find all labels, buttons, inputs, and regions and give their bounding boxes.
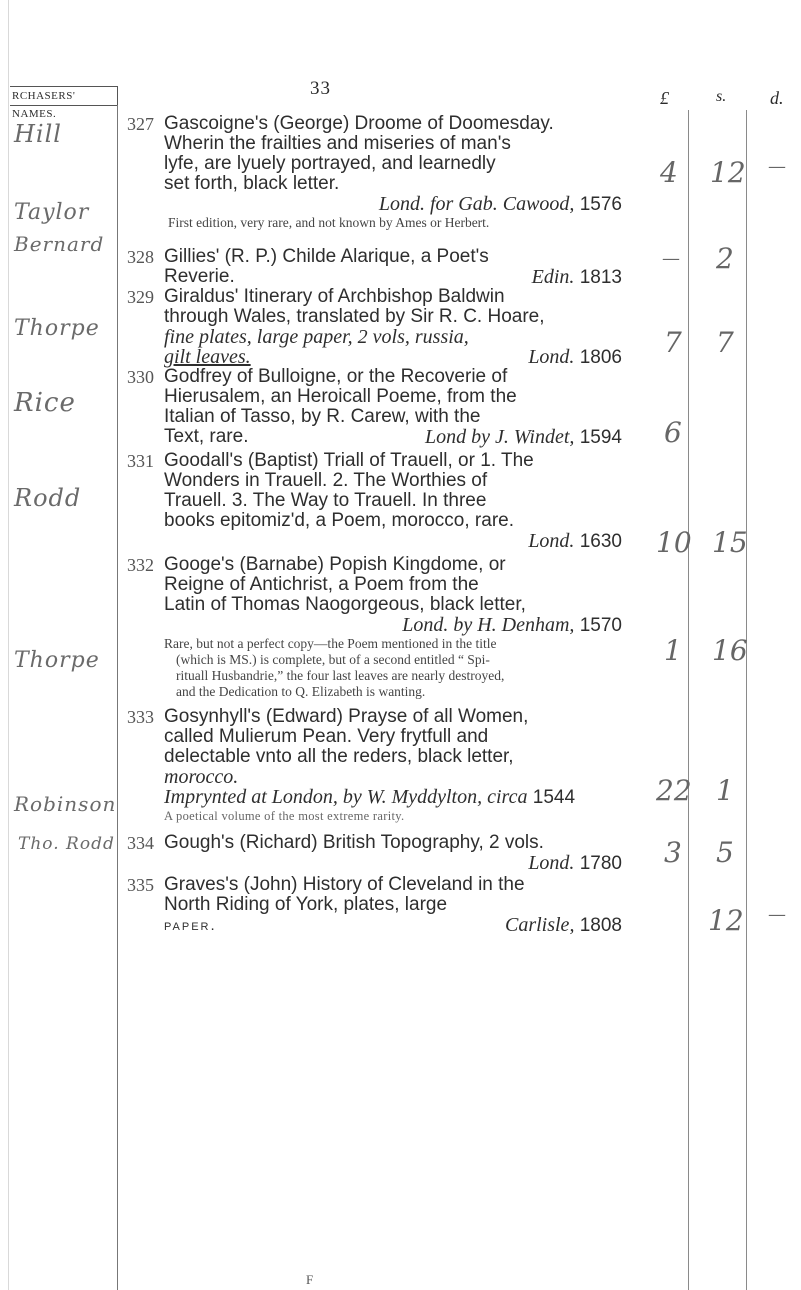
entry-line: North Riding of York, plates, large	[164, 894, 448, 915]
purchaser-name: Robinson	[14, 792, 117, 816]
shillings-column-rule	[746, 110, 747, 1290]
purchaser-name: Rice	[14, 388, 76, 418]
purchaser-name: Rodd	[14, 484, 82, 512]
lot-number: 332	[127, 555, 154, 575]
purchaser-name: Taylor	[14, 200, 90, 225]
price-pounds: 1	[664, 634, 682, 667]
imprint-line	[164, 853, 626, 874]
entry-line: Goodall's (Baptist) Triall of Trauell, or 1. The	[164, 450, 534, 471]
page-number: 33	[310, 78, 331, 99]
entry-line: Gosynhyll's (Edward) Prayse of all Women,	[164, 706, 529, 727]
lot-number: 327	[127, 114, 154, 134]
entry-line: Godfrey of Bulloigne, or the Recoverie of	[164, 366, 508, 387]
catalogue-entry	[128, 833, 626, 875]
entry-line: Trauell. 3. The Way to Trauell. In three	[164, 490, 487, 511]
imprint-line	[164, 267, 626, 287]
pounds-column-rule	[688, 110, 689, 1290]
purchaser-name: Thorpe	[14, 316, 100, 341]
imprint-place: Lond. by H. Denham,	[402, 614, 575, 636]
purchaser-name: Bernard	[14, 232, 105, 256]
lot-number: 328	[127, 247, 154, 267]
price-pence: —	[768, 904, 786, 925]
catalogue-entry	[128, 114, 626, 248]
imprint-place: Lond.	[528, 346, 575, 368]
page-edge	[8, 0, 9, 1290]
entry-last-line: paper.	[164, 917, 217, 934]
price-pounds: 7	[664, 326, 682, 359]
catalogue-entry	[128, 451, 626, 555]
price-pounds: —	[662, 248, 680, 269]
imprint-line	[164, 615, 626, 636]
purchaser-name: Thorpe	[14, 648, 100, 673]
entry-line: Hierusalem, an Heroicall Poeme, from the	[164, 386, 517, 407]
entry-line: Wherin the frailties and miseries of man's	[164, 133, 511, 154]
purchasers-header: RCHASERS' NAMES.	[10, 86, 118, 106]
imprint-year: 1630	[579, 531, 622, 552]
entry-line: Italian of Tasso, by R. Carew, with the	[164, 406, 481, 427]
imprint-year: 1813	[579, 267, 622, 288]
imprint-place: Imprynted at London, by W. Myddylton, circa	[164, 786, 528, 808]
entry-note: Rare, but not a perfect copy—the Poem mentioned in the title	[164, 636, 497, 651]
entry-note: rituall Husbandrie,” the four last leaves are nearly destroyed,	[176, 668, 505, 683]
price-shillings: 16	[712, 634, 748, 667]
imprint-line	[164, 787, 626, 808]
price-pounds: 22	[656, 774, 692, 807]
entry-last-line: Text, rare.	[164, 426, 249, 447]
entry-line: Latin of Thomas Naogorgeous, black letter,	[164, 594, 526, 615]
entry-last-line: gilt leaves.	[164, 346, 251, 368]
lot-number: 335	[127, 875, 154, 895]
entry-line: fine plates, large paper, 2 vols, russia,	[164, 326, 469, 348]
entry-line: books epitomiz'd, a Poem, morocco, rare.	[164, 510, 514, 531]
price-shillings: 7	[716, 326, 734, 359]
imprint-year: 1544	[532, 787, 576, 808]
price-pounds: 10	[656, 526, 692, 559]
price-pounds: 3	[664, 836, 682, 869]
entry-line: Graves's (John) History of Cleveland in the	[164, 874, 525, 895]
entry-line: Reigne of Antichrist, a Poem from the	[164, 574, 479, 595]
price-shillings: 12	[708, 904, 744, 937]
imprint-place: Carlisle,	[504, 914, 575, 936]
pence-header: d.	[770, 88, 784, 108]
price-shillings: 1	[716, 774, 734, 807]
entry-last-line: Reverie.	[164, 266, 235, 287]
entry-line: Googe's (Barnabe) Popish Kingdome, or	[164, 554, 506, 575]
imprint-year: 1570	[579, 615, 622, 636]
lot-number: 330	[127, 367, 154, 387]
catalogue-entry	[128, 367, 626, 451]
imprint-place: Lond.	[528, 530, 575, 552]
purchasers-column-rule	[117, 105, 118, 1290]
imprint-year: 1808	[579, 915, 622, 936]
entry-line: Gough's (Richard) British Topography, 2 vols.	[164, 832, 544, 853]
price-shillings: 2	[716, 242, 734, 275]
purchaser-name: Tho. Rodd	[18, 834, 115, 854]
catalogue-entry	[128, 875, 626, 939]
price-shillings: 5	[716, 836, 734, 869]
imprint-line	[164, 194, 626, 215]
entry-note: First edition, very rare, and not known by Ames or Herbert.	[168, 215, 490, 230]
entry-line: lyfe, are lyuely portrayed, and learnedly	[164, 153, 496, 174]
catalogue-entry	[128, 555, 626, 707]
imprint-place: Edin.	[531, 266, 575, 288]
shillings-header: s.	[716, 88, 727, 105]
price-pounds: 4	[660, 156, 678, 189]
catalogue-entry	[128, 287, 626, 369]
imprint-year: 1806	[579, 347, 622, 368]
imprint-place: Lond by J. Windet,	[425, 426, 575, 448]
price-shillings: 12	[710, 156, 746, 189]
entry-note: A poetical volume of the most extreme rarity.	[164, 809, 405, 823]
entry-line: delectable vnto all the reders, black letter,	[164, 746, 514, 767]
entry-line: set forth, black letter.	[164, 173, 340, 194]
price-shillings: 15	[712, 526, 748, 559]
entry-line: morocco.	[164, 766, 239, 788]
imprint-place: Lond.	[528, 852, 575, 874]
lot-number: 331	[127, 451, 154, 471]
price-pence: —	[768, 156, 786, 177]
imprint-year: 1780	[579, 853, 622, 874]
signature-mark: F	[306, 1272, 314, 1287]
imprint-line	[164, 915, 626, 936]
imprint-place: Lond. for Gab. Cawood,	[378, 193, 575, 215]
entry-line: Wonders in Trauell. 2. The Worthies of	[164, 470, 488, 491]
catalogue-entry	[128, 707, 626, 833]
entry-line: Gillies' (R. P.) Childe Alarique, a Poet's	[164, 246, 489, 267]
entry-line: Giraldus' Itinerary of Archbishop Baldwin	[164, 286, 505, 307]
entry-line: through Wales, translated by Sir R. C. Hoare,	[164, 306, 545, 327]
imprint-line	[164, 427, 626, 447]
imprint-year: 1576	[579, 194, 622, 215]
entry-line: called Mulierum Pean. Very frytfull and	[164, 726, 489, 747]
price-pounds: 6	[664, 416, 682, 449]
lot-number: 329	[127, 287, 154, 307]
imprint-line	[164, 531, 626, 552]
imprint-year: 1594	[579, 427, 622, 448]
pounds-header: £	[660, 88, 669, 108]
entry-line: Gascoigne's (George) Droome of Doomesday.	[164, 113, 554, 134]
purchaser-name: Hill	[14, 120, 62, 148]
catalogue-entries	[128, 114, 626, 1290]
lot-number: 334	[127, 833, 154, 853]
imprint-line	[164, 347, 626, 368]
entry-note: (which is MS.) is complete, but of a second entitled “ Spi-	[176, 652, 490, 667]
entry-note: and the Dedication to Q. Elizabeth is wanting.	[176, 684, 426, 699]
lot-number: 333	[127, 707, 154, 727]
catalogue-entry	[128, 247, 626, 287]
